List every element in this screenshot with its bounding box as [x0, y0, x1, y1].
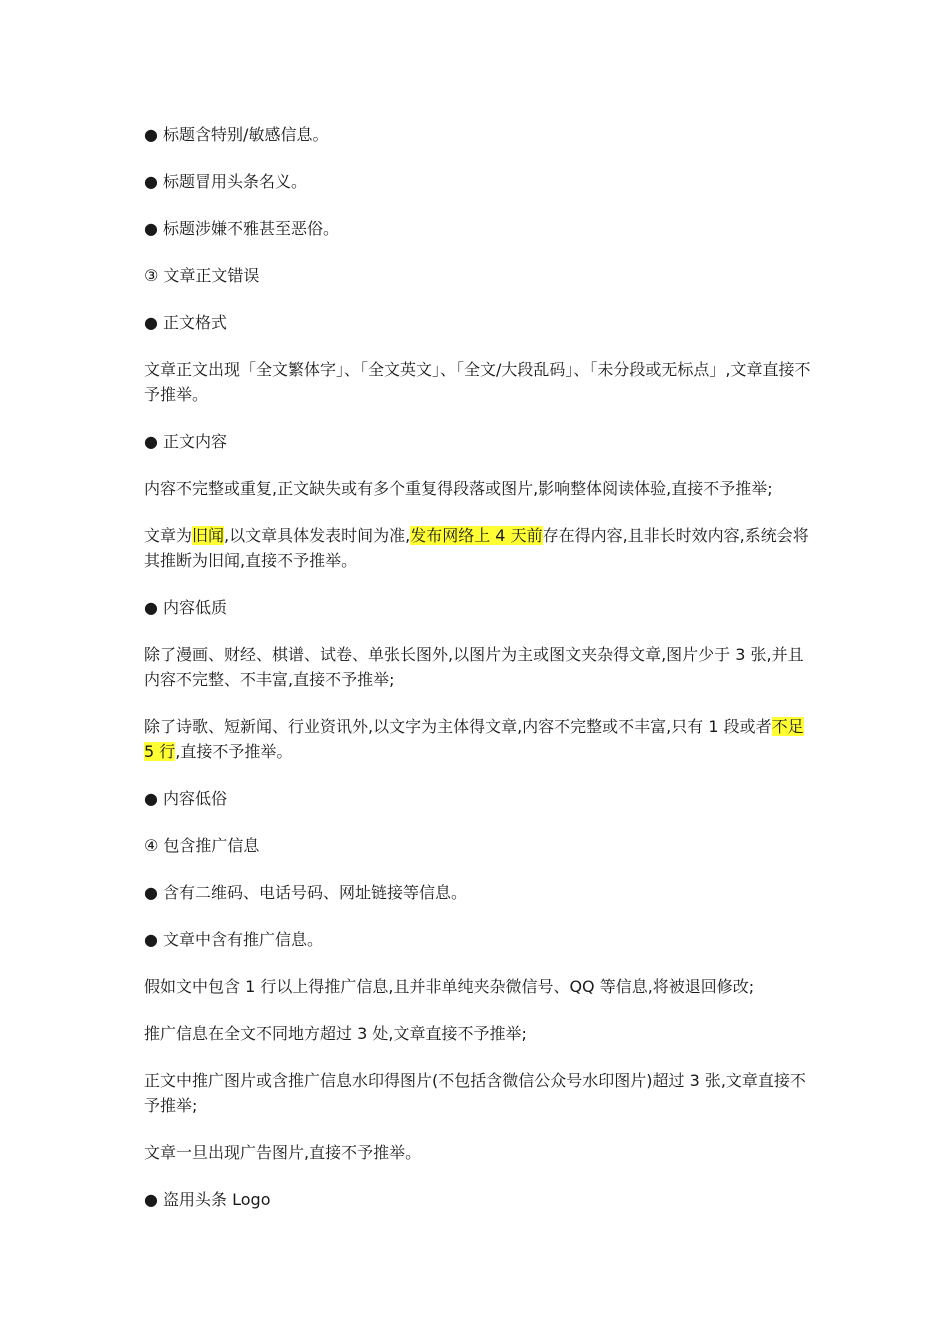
highlight-five-lines: 不足 5 行: [144, 717, 804, 761]
bullet-vulgar-content: ● 内容低俗: [144, 789, 228, 808]
paragraph-old-news: [144, 523, 814, 573]
bullet-title-vulgar: ● 标题涉嫌不雅甚至恶俗。: [144, 219, 340, 238]
paragraph-ad-images: 文章一旦出现广告图片,直接不予推举。: [144, 1143, 422, 1162]
highlight-old-news: 旧闻: [192, 526, 225, 545]
paragraph-promotion-images: 正文中推广图片或含推广信息水印得图片(不包括含微信公众号水印图片)超过 3 张,文章直接不予推举;: [144, 1071, 806, 1115]
document-page: [144, 122, 814, 1234]
bullet-logo-misuse: ● 盗用头条 Logo: [144, 1190, 271, 1209]
paragraph-image-rule: 除了漫画、财经、棋谱、试卷、单张长图外,以图片为主或图文夹杂得文章,图片少于 3 张,并且内容不完整、不丰富,直接不予推举;: [144, 645, 804, 689]
bullet-title-impersonation: ● 标题冒用头条名义。: [144, 172, 308, 191]
text-segment: ,以文章具体发表时间为准,: [224, 526, 411, 545]
text-segment: 存在得内容,且非长时效内容,系统会将其推断为旧闻,直接不予推举。: [144, 526, 809, 570]
paragraph-text-rule: [144, 714, 814, 764]
text-segment: 文章为: [144, 526, 193, 545]
section-heading-promotion: ④ 包含推广信息: [144, 836, 260, 855]
text-segment: 除了诗歌、短新闻、行业资讯外,以文字为主体得文章,内容不完整或不丰富,只有 1 段或者: [144, 717, 772, 736]
bullet-promotion-info: ● 文章中含有推广信息。: [144, 930, 324, 949]
highlight-four-days: 发布网络上 4 天前: [410, 526, 543, 545]
bullet-title-sensitive-info: ● 标题含特别/敏感信息。: [144, 125, 329, 144]
text-segment: ,直接不予推举。: [175, 742, 293, 761]
paragraph-promotion-count: 推广信息在全文不同地方超过 3 处,文章直接不予推举;: [144, 1024, 527, 1043]
bullet-body-format: ● 正文格式: [144, 313, 228, 332]
paragraph-incomplete-content: 内容不完整或重复,正文缺失或有多个重复得段落或图片,影响整体阅读体验,直接不予推举;: [144, 479, 773, 498]
bullet-body-content: ● 正文内容: [144, 432, 228, 451]
bullet-contact-info: ● 含有二维码、电话号码、网址链接等信息。: [144, 883, 468, 902]
section-heading-body-errors: ③ 文章正文错误: [144, 266, 260, 285]
paragraph-body-format-rule: 文章正文出现「全文繁体字」、「全文英文」、「全文/大段乱码」、「未分段或无标点」,文章直接不予推举。: [144, 360, 811, 404]
bullet-low-quality: ● 内容低质: [144, 598, 228, 617]
paragraph-promotion-return: 假如文中包含 1 行以上得推广信息,且并非单纯夹杂微信号、QQ 等信息,将被退回修改;: [144, 977, 755, 996]
